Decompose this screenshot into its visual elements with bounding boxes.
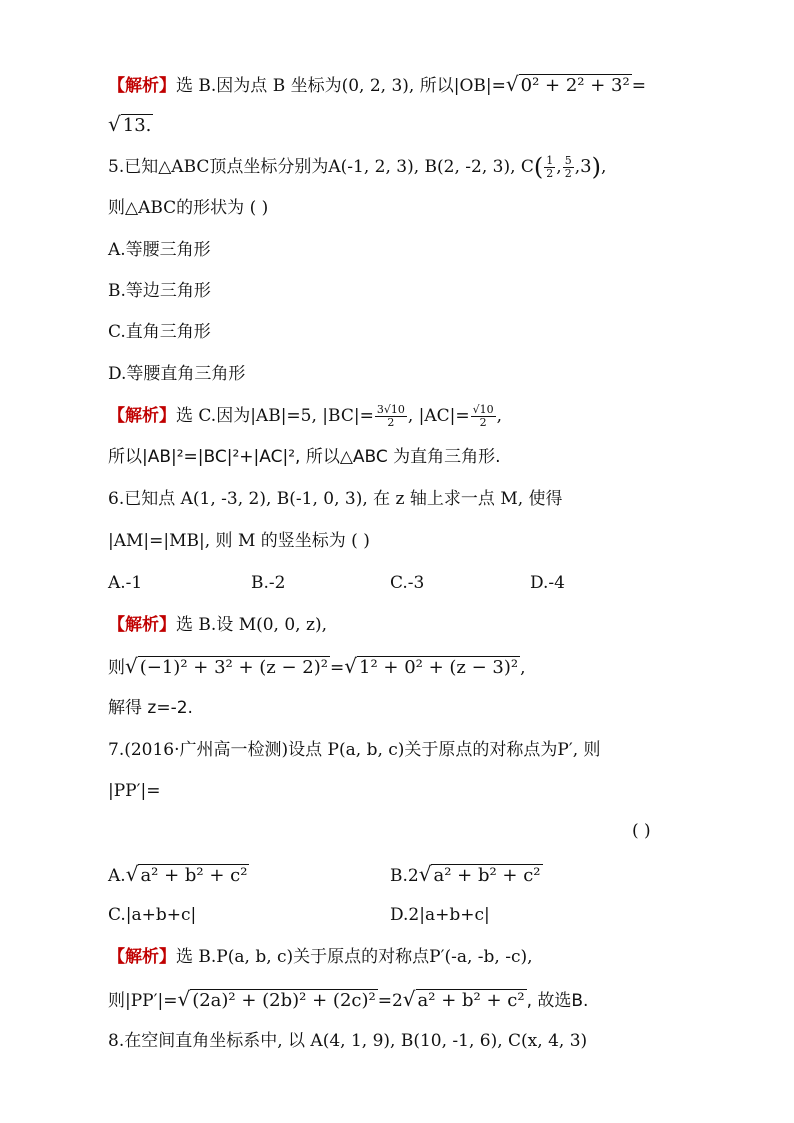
question-8-line1: 8.在空间直角坐标系中, 以 A(4, 1, 9), B(10, -1, 6), C(x, 4, 3) (108, 1031, 588, 1051)
sqrt-expression: √ 0² + 2² + 3² (505, 72, 630, 96)
analysis-tag: 【解析】 (108, 406, 176, 426)
question-6-option-c: C.-3 (390, 573, 425, 593)
analysis-tag: 【解析】 (108, 947, 176, 967)
solution-5-line1: 【解析】选 C.因为|AB|=5, |BC|= $\frac{3√10}{2}$ , |AC|= $\frac{√10}{2}$ , (108, 403, 503, 429)
fraction-ac: $\frac{√10}{2}$ (472, 403, 494, 429)
question-7-line1: 7.(2016·广州高一检测)设点 P(a, b, c)关于原点的对称点为P′, 则 (108, 740, 601, 760)
sqrt-13: √ 13. (108, 112, 152, 136)
fraction-bc: $\frac{3√10}{2}$ (376, 403, 405, 429)
question-6-line2: |AM|=|MB|, 则 M 的竖坐标为 ( ) (108, 531, 370, 551)
sqrt-expression: √ 1² + 0² + (z − 3)² (344, 654, 519, 678)
question-7-option-c: C.|a+b+c| (108, 905, 197, 925)
question-5-line1: 5.已知△ABC顶点坐标分别为A(-1, 2, 3), B(2, -2, 3), C( $\frac{1}{2}$ , $\frac{5}{2}$ ,3), (108, 153, 607, 181)
fraction: $\frac{5}{2}$ (564, 154, 572, 180)
answer-paren: ( ) (632, 821, 651, 841)
solution-6-line3: 解得 z=-2. (108, 698, 193, 718)
question-5-option-a: A.等腰三角形 (108, 240, 211, 260)
solution-6-line1: 【解析】选 B.设 M(0, 0, z), (108, 615, 327, 635)
solution-7-line2: 则|PP′|=√ (2a)² + (2b)² + (2c)² =2√ a² + b² + c² , 故选B. (108, 987, 589, 1011)
solution-4-text: 选 B.因为点 B 坐标为(0, 2, 3), 所以|OB|= (176, 76, 506, 96)
question-6-line1: 6.已知点 A(1, -3, 2), B(-1, 0, 3), 在 z 轴上求一点 M, 使得 (108, 489, 563, 509)
solution-4-line1: 【解析】选 B.因为点 B 坐标为(0, 2, 3), 所以|OB|=√ 0² + 2² + 3² = (108, 72, 646, 96)
question-7-option-a: A.√ a² + b² + c² (108, 862, 248, 886)
question-5-line2: 则△ABC的形状为 ( ) (108, 198, 269, 218)
question-5-option-d: D.等腰直角三角形 (108, 364, 246, 384)
analysis-tag: 【解析】 (108, 76, 176, 96)
question-7-line2: |PP′|= (108, 781, 161, 801)
sqrt-expression: √ (2a)² + (2b)² + (2c)² (177, 987, 376, 1011)
question-6-option-b: B.-2 (251, 573, 286, 593)
question-5-option-c: C.直角三角形 (108, 322, 211, 342)
solution-7-line1: 【解析】选 B.P(a, b, c)关于原点的对称点P′(-a, -b, -c), (108, 947, 533, 967)
fraction: $\frac{1}{2}$ (546, 154, 554, 180)
question-5-option-b: B.等边三角形 (108, 281, 211, 301)
question-6-option-d: D.-4 (530, 573, 565, 593)
sqrt-expression: √ a² + b² + c² (402, 987, 525, 1011)
question-7-option-b: B.2√ a² + b² + c² (390, 862, 541, 886)
solution-4-line2 (108, 112, 153, 138)
question-7-option-d: D.2|a+b+c| (390, 905, 490, 925)
question-6-option-a: A.-1 (108, 573, 143, 593)
sqrt-expression: √ (−1)² + 3² + (z − 2)² (125, 654, 328, 678)
solution-5-line2: 所以|AB|²=|BC|²+|AC|², 所以△ABC 为直角三角形. (108, 447, 501, 467)
solution-6-line2: 则√ (−1)² + 3² + (z − 2)² =√ 1² + 0² + (z − 3)² , (108, 654, 526, 678)
analysis-tag: 【解析】 (108, 615, 176, 635)
